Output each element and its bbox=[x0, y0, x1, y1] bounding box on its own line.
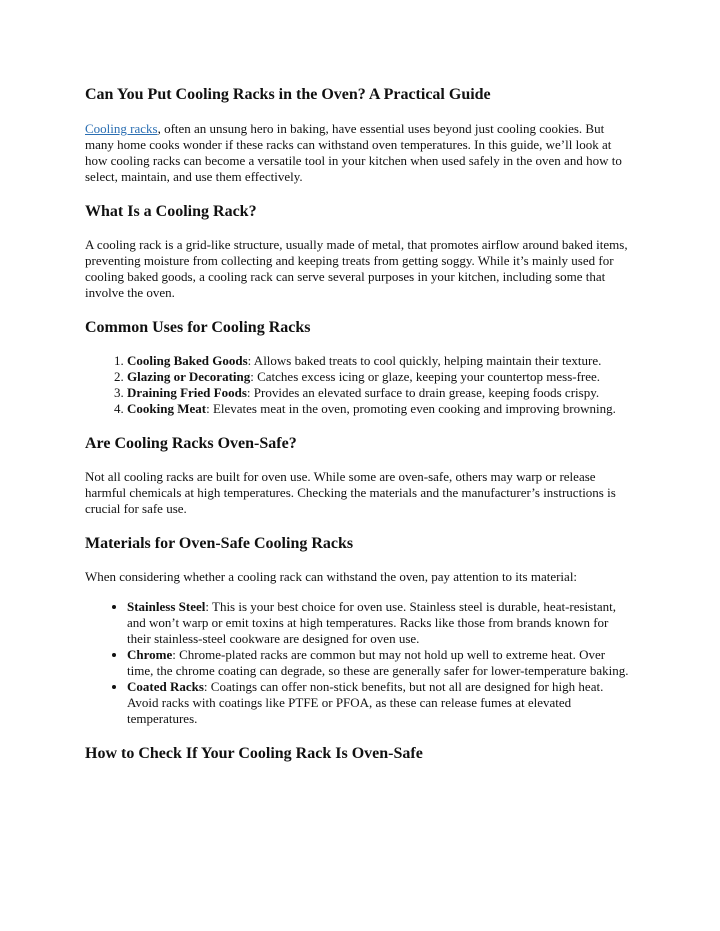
list-item-term: Cooking Meat bbox=[127, 401, 207, 416]
document-content bbox=[85, 84, 631, 765]
materials-paragraph: When considering whether a cooling rack can withstand the oven, pay attention to its material: bbox=[85, 569, 578, 584]
list-item-term: Stainless Steel bbox=[127, 599, 206, 614]
list-item-term: Glazing or Decorating bbox=[127, 369, 251, 384]
list-item-desc: : Allows baked treats to cool quickly, helping maintain their texture. bbox=[247, 353, 602, 368]
intro-paragraph bbox=[85, 121, 631, 185]
cooling-racks-link[interactable]: Cooling racks bbox=[85, 121, 158, 136]
materials-list bbox=[85, 599, 631, 727]
list-item bbox=[127, 385, 631, 401]
heading-materials: Materials for Oven-Safe Cooling Racks bbox=[85, 535, 354, 552]
list-item-term: Draining Fried Foods bbox=[127, 385, 247, 400]
heading-what-is: What Is a Cooling Rack? bbox=[85, 203, 257, 220]
list-item-desc: : Catches excess icing or glaze, keeping your countertop mess-free. bbox=[250, 369, 601, 384]
list-item-desc: : Elevates meat in the oven, promoting even cooking and improving browning. bbox=[206, 401, 616, 416]
list-item-desc: : Coatings can offer non-stick benefits, but not all are designed for high heat. Avoid racks with coatings like PTFE or PFOA, as these can release fumes at elevated temperatures. bbox=[127, 679, 604, 726]
list-item bbox=[127, 401, 631, 417]
list-item-term: Coated Racks bbox=[127, 679, 204, 694]
list-item-desc: : Provides an elevated surface to drain grease, keeping foods crispy. bbox=[246, 385, 600, 400]
oven-safe-paragraph: Not all cooling racks are built for oven use. While some are oven-safe, others may warp or release harmful chemicals at high temperatures. Checking the materials and the manufacturer’s instructions is crucial for safe use. bbox=[85, 469, 616, 516]
page-title: Can You Put Cooling Racks in the Oven? A Practical Guide bbox=[85, 86, 491, 103]
list-item bbox=[127, 353, 631, 369]
common-uses-list bbox=[85, 353, 631, 417]
intro-text: , often an unsung hero in baking, have essential uses beyond just cooling cookies. But many home cooks wonder if these racks can withstand oven temperatures. In this guide, we’ll look at how cooling racks can become a versatile tool in your kitchen when used safely in the oven and how to select, maintain, and use them effectively. bbox=[85, 121, 622, 184]
heading-check: How to Check If Your Cooling Rack Is Oven-Safe bbox=[85, 745, 423, 762]
list-item-term: Cooling Baked Goods bbox=[127, 353, 248, 368]
heading-common-uses: Common Uses for Cooling Racks bbox=[85, 319, 311, 336]
heading-oven-safe: Are Cooling Racks Oven-Safe? bbox=[85, 435, 297, 452]
list-item-desc: : Chrome-plated racks are common but may not hold up well to extreme heat. Over time, the chrome coating can degrade, so these are generally safer for lower-temperature baking. bbox=[127, 647, 629, 678]
list-item bbox=[127, 369, 631, 385]
list-item bbox=[127, 679, 631, 727]
list-item bbox=[127, 599, 631, 647]
list-item bbox=[127, 647, 631, 679]
list-item-term: Chrome bbox=[127, 647, 173, 662]
list-item-desc: : This is your best choice for oven use. Stainless steel is durable, heat-resistant, and won’t warp or emit toxins at high temperatures. Racks like those from brands known for their stainless-steel cookware are designed for oven use. bbox=[127, 599, 616, 646]
what-is-paragraph: A cooling rack is a grid-like structure, usually made of metal, that promotes airflow around baked items, preventing moisture from collecting and keeping treats from getting soggy. While it’s mainly used for cooling baked goods, a cooling rack can serve several purposes in your kitchen, including some that involve the oven. bbox=[85, 237, 628, 300]
